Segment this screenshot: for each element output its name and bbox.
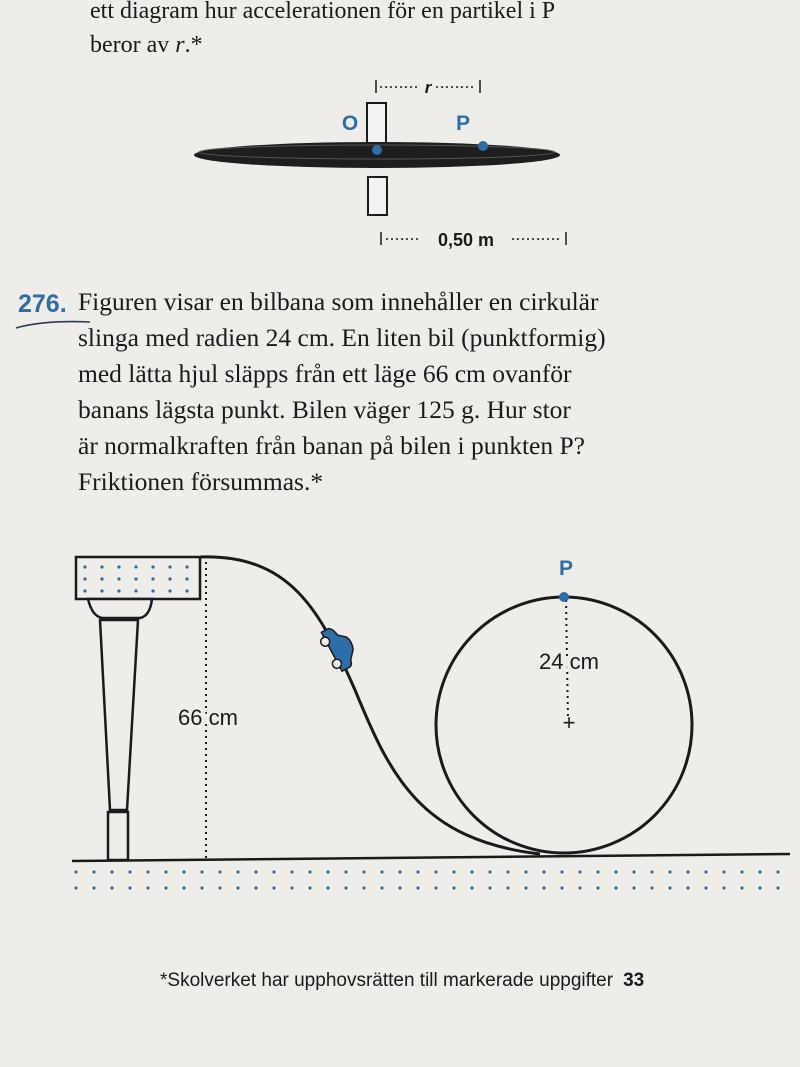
problem-text — [78, 284, 778, 500]
problem-line-4: banans lägsta punkt. Bilen väger 125 g. Hur stor — [78, 395, 571, 424]
origin-label: O — [341, 112, 359, 135]
table-leg — [88, 599, 152, 860]
rotating-disc-figure — [0, 0, 800, 260]
car-icon — [317, 622, 361, 674]
point-p-dot — [559, 592, 569, 602]
page-number: 33 — [623, 970, 645, 991]
particle-dot — [478, 141, 488, 151]
ramp-track — [200, 557, 540, 854]
copyright-note: *Skolverket har upphovsrätten till markerade uppgifter — [160, 970, 614, 991]
previous-problem-line-1: ett diagram hur accelerationen för en partikel i P — [90, 0, 556, 24]
center-dot — [372, 145, 382, 155]
loop-track-figure — [0, 540, 800, 900]
radius-label: 24 cm — [539, 649, 599, 674]
problem-line-2: slinga med radien 24 cm. En liten bil (punktformig) — [78, 323, 606, 352]
previous-problem-line-2: beror av r.* — [90, 32, 203, 58]
height-label: 66 cm — [178, 705, 238, 730]
footer — [160, 970, 644, 992]
ground-line — [72, 854, 790, 861]
axle-bottom — [368, 177, 387, 215]
problem-number: 276. — [18, 290, 67, 318]
distance-label: 0,50 m — [437, 230, 495, 250]
loop-center-mark: + — [562, 710, 576, 735]
problem-line-3: med lätta hjul släpps från ett läge 66 cm ovanför — [78, 359, 572, 388]
ground-dots — [74, 870, 779, 889]
problem-line-5: är normalkraften från banan på bilen i punkten P? — [78, 431, 585, 460]
point-p-label: P — [455, 112, 471, 135]
loop-point-p-label: P — [558, 557, 574, 580]
problem-line-6: Friktionen försummas.* — [78, 467, 324, 496]
r-label: r — [424, 78, 432, 97]
problem-line-1: Figuren visar en bilbana som innehåller en cirkulär — [78, 287, 599, 316]
table-top — [76, 557, 200, 599]
